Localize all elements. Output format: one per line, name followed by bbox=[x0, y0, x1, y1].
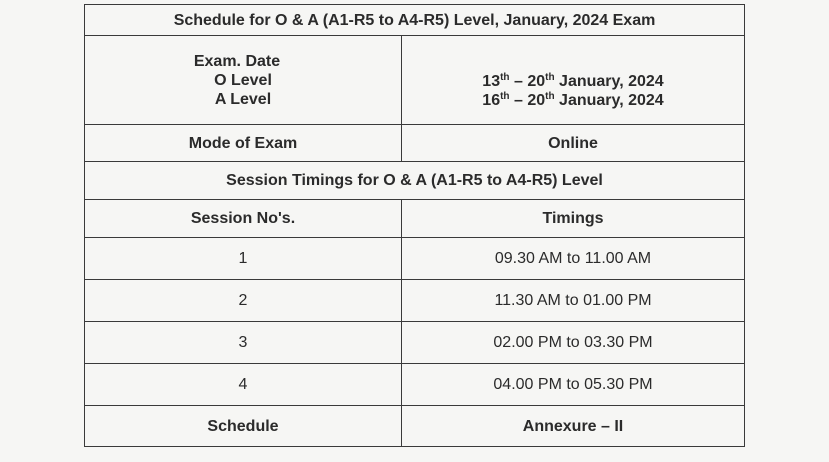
range-separator: – bbox=[509, 92, 528, 109]
session-timing: 09.30 AM to 11.00 AM bbox=[402, 238, 745, 280]
a-level-start-suffix: th bbox=[500, 91, 510, 102]
table-row bbox=[85, 280, 745, 322]
o-level-date bbox=[402, 72, 744, 91]
session-number: 1 bbox=[85, 238, 402, 280]
exam-schedule-table bbox=[84, 4, 745, 447]
a-level-date bbox=[402, 91, 744, 110]
session-column-header: Session No's. bbox=[85, 200, 402, 238]
o-level-start-day: 13 bbox=[482, 73, 501, 90]
column-header-row bbox=[85, 200, 745, 238]
o-level-start-suffix: th bbox=[500, 72, 510, 83]
session-number: 2 bbox=[85, 280, 402, 322]
schedule-value: Annexure – II bbox=[402, 406, 745, 447]
exam-date-row bbox=[85, 36, 745, 125]
session-number: 4 bbox=[85, 364, 402, 406]
a-level-month-year: January, 2024 bbox=[554, 92, 664, 109]
schedule-row bbox=[85, 406, 745, 447]
table-title-row bbox=[85, 5, 745, 36]
session-timing: 02.00 PM to 03.30 PM bbox=[402, 322, 745, 364]
o-level-end-day: 20 bbox=[527, 73, 546, 90]
range-separator: – bbox=[509, 73, 528, 90]
o-level-month-year: January, 2024 bbox=[554, 73, 664, 90]
o-level-end-suffix: th bbox=[545, 72, 555, 83]
session-number: 3 bbox=[85, 322, 402, 364]
o-level-label: O Level bbox=[214, 71, 272, 89]
a-level-start-day: 16 bbox=[482, 92, 501, 109]
session-timing: 04.00 PM to 05.30 PM bbox=[402, 364, 745, 406]
a-level-end-day: 20 bbox=[527, 92, 546, 109]
a-level-end-suffix: th bbox=[545, 91, 555, 102]
a-level-label: A Level bbox=[214, 90, 272, 108]
exam-date-label: Exam. Date bbox=[193, 52, 281, 70]
exam-date-labels-cell bbox=[85, 36, 402, 125]
mode-value: Online bbox=[402, 125, 745, 162]
mode-row bbox=[85, 125, 745, 162]
mode-label: Mode of Exam bbox=[85, 125, 402, 162]
session-timings-title-row bbox=[85, 162, 745, 200]
table-row bbox=[85, 322, 745, 364]
table-row bbox=[85, 364, 745, 406]
table-row bbox=[85, 238, 745, 280]
timings-column-header: Timings bbox=[402, 200, 745, 238]
session-timings-title: Session Timings for O & A (A1-R5 to A4-R5) Level bbox=[85, 162, 745, 200]
table-title: Schedule for O & A (A1-R5 to A4-R5) Level, January, 2024 Exam bbox=[85, 5, 745, 36]
session-timing: 11.30 AM to 01.00 PM bbox=[402, 280, 745, 322]
exam-date-values-cell bbox=[402, 36, 745, 125]
schedule-label: Schedule bbox=[85, 406, 402, 447]
